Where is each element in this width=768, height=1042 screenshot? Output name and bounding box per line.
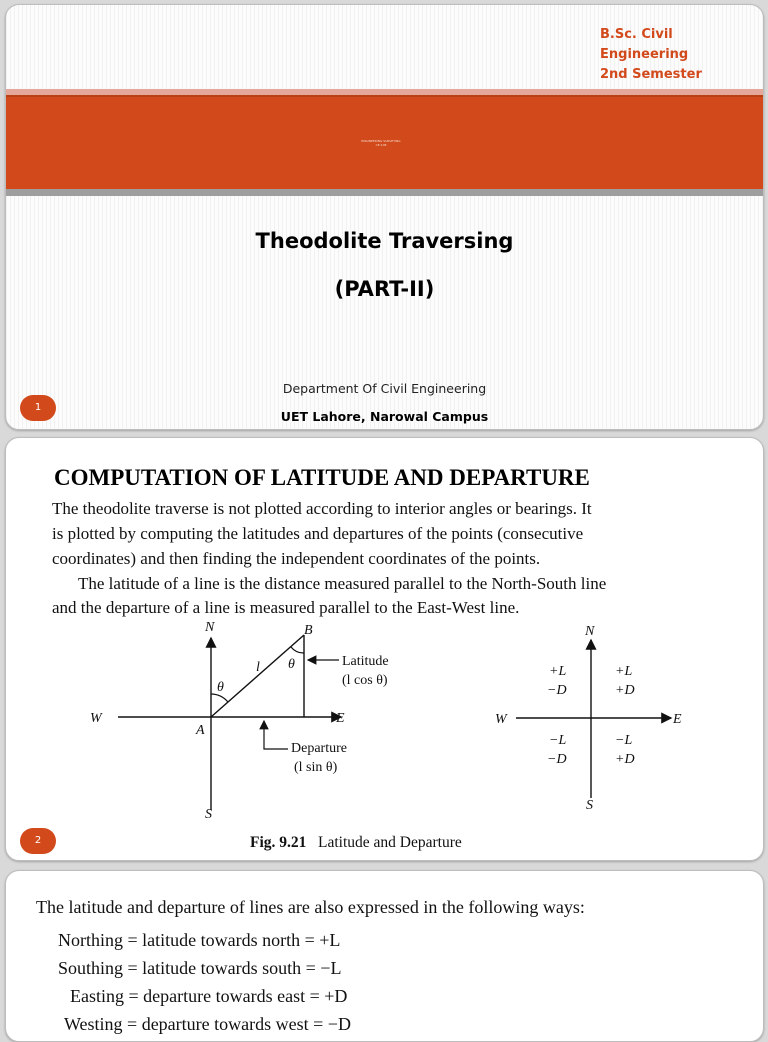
angle-arc-b — [291, 647, 304, 653]
paragraph-line: is plotted by computing the latitudes and departures of the points (consecutive — [52, 524, 584, 543]
title-slide — [5, 4, 764, 430]
southing-line: Southing = latitude towards south = −L — [58, 958, 342, 978]
north-label-right: N — [585, 624, 595, 639]
east-label-left: E — [336, 711, 345, 726]
line-length-label: l — [256, 660, 260, 675]
paragraph-line: The theodolite traverse is not plotted according to interior angles or bearings. It — [52, 499, 592, 518]
semester: 2nd Semester — [600, 67, 702, 82]
band-tiny-label-line2: CE-108 — [375, 143, 387, 147]
latitude-departure-figure — [6, 618, 763, 818]
latitude-label: Latitude — [342, 654, 389, 669]
intro-line: The latitude and departure of lines are also expressed in the following ways: — [36, 897, 585, 917]
department-name: Department Of Civil Engineering — [282, 381, 487, 396]
latitude-formula: (l cos θ) — [342, 673, 388, 688]
figure-caption-text: Latitude and Departure — [318, 834, 462, 851]
band-tiny-label — [346, 139, 416, 147]
west-label-left: W — [90, 711, 102, 726]
quadrant-ne-latitude: +L — [615, 664, 633, 679]
easting-line: Easting = departure towards east = +D — [70, 986, 348, 1006]
quadrant-ne-departure: +D — [615, 683, 635, 698]
point-b-label: B — [304, 623, 313, 638]
paragraph-line: The latitude of a line is the distance measured parallel to the North-South line — [78, 574, 607, 593]
westing-line: Westing = departure towards west = −D — [64, 1014, 351, 1034]
course-name: B.Sc. Civil Engineering — [600, 27, 689, 62]
slide-subtitle: (PART-II) — [334, 277, 435, 301]
content-slide-expressions — [5, 870, 764, 1042]
quadrant-nw-latitude: +L — [549, 664, 567, 679]
departure-pointer — [264, 721, 288, 749]
content-slide-latitude-departure — [5, 437, 764, 861]
quadrant-sw-departure: −D — [547, 752, 567, 767]
band-tiny-label-line1: ENGINEERING SURVEYING — [361, 139, 401, 143]
quadrant-sw-latitude: −L — [549, 733, 567, 748]
course-info — [600, 25, 763, 85]
north-label-left: N — [205, 620, 215, 635]
page-number-badge: 1 — [20, 395, 56, 421]
angle-arc-a — [211, 694, 228, 702]
west-label-right: W — [495, 712, 507, 727]
section-heading: COMPUTATION OF LATITUDE AND DEPARTURE — [54, 465, 590, 490]
angle-label-b: θ — [288, 657, 295, 672]
paragraph-line: and the departure of a line is measured parallel to the East-West line. — [52, 598, 520, 617]
departure-label: Departure — [291, 741, 347, 756]
quadrant-se-latitude: −L — [615, 733, 633, 748]
south-label-left: S — [205, 807, 212, 818]
campus-name: UET Lahore, Narowal Campus — [280, 409, 489, 424]
header-band-bottom-stripe — [6, 189, 763, 196]
angle-label-a: θ — [217, 680, 224, 695]
east-label-right: E — [673, 712, 682, 727]
paragraph-line: coordinates) and then finding the independent coordinates of the points. — [52, 549, 541, 568]
quadrant-nw-departure: −D — [547, 683, 567, 698]
figure-number: Fig. 9.21 — [250, 834, 307, 851]
quadrant-se-departure: +D — [615, 752, 635, 767]
slide-title: Theodolite Traversing — [255, 229, 514, 253]
figure-caption — [250, 834, 462, 852]
south-label-right: S — [586, 798, 593, 813]
departure-formula: (l sin θ) — [294, 760, 338, 775]
northing-line: Northing = latitude towards north = +L — [58, 930, 341, 950]
point-a-label: A — [196, 723, 205, 738]
line-ab — [211, 635, 304, 717]
page-number-badge: 2 — [20, 828, 56, 854]
